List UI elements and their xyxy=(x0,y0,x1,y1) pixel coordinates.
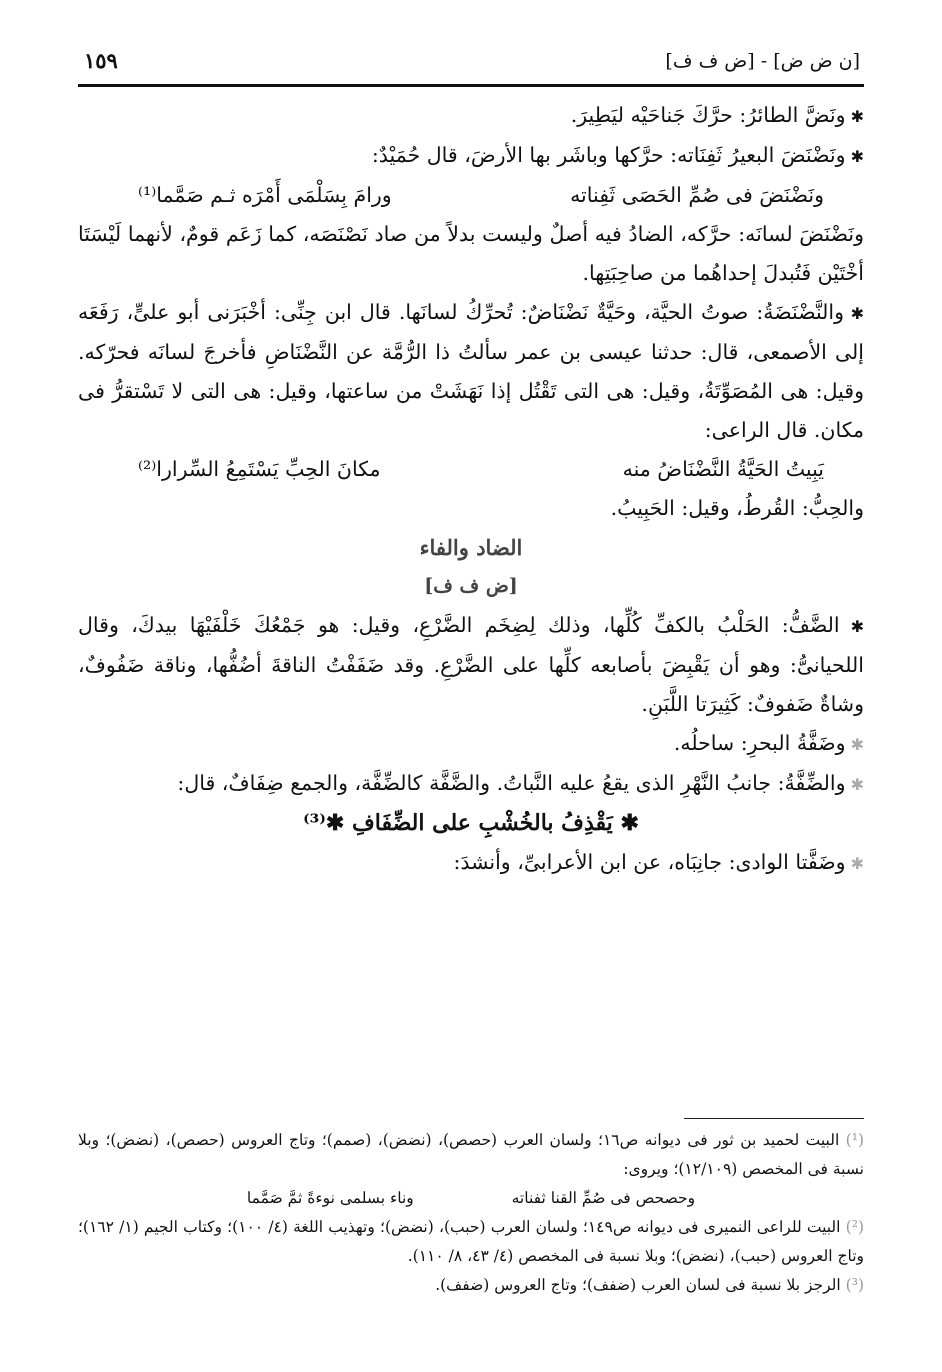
page-header xyxy=(78,44,864,87)
paragraph-1: ✱ ونَضَّ الطائرُ: حرَّكَ جَناحَيْه ليَطِيرَ. xyxy=(78,96,864,136)
verse-2 xyxy=(78,450,864,489)
footnote-1-text: البيت لحميد بن ثور فى ديوانه ص١٦؛ ولسان العرب (حصص)، (نضض)، (صمم)؛ وتاج العروس (حصص)، (نضض)؛ وبلا نسبة فى المخصص (١٢/١٠٩)؛ ويروى: xyxy=(78,1131,864,1178)
footnote-1-verse xyxy=(78,1184,864,1213)
section-subtitle: [ض ف ف] xyxy=(424,575,518,597)
footnote-1-verse-a: وحصحص فى صُمِّ القنا ثفناته xyxy=(511,1189,696,1207)
section-title: الضاد والفاء xyxy=(419,535,523,560)
paragraph-3: ونَضْنَضَ لسانَه: حرَّكه، الضادُ فيه أصلٌ وليست بدلاً من صاد نَصْنَصَه، كما زَعَم قومٌ، لأنهما لَيْسَتَا أخْتَيْن فَتُبدلَ إحداهُما من صاحِبَتِها. xyxy=(78,222,864,285)
footnote-1 xyxy=(78,1126,864,1184)
verse-1 xyxy=(78,176,864,215)
page-number: ١٥٩ xyxy=(84,48,118,73)
footnote-3-text: الرجز بلا نسبة فى لسان العرب (ضفف)؛ وتاج العروس (ضفف). xyxy=(435,1276,841,1294)
verse-2-hemistich-b: مكانَ الحِبِّ يَسْتَمِعُ السِّرارا⁽²⁾ xyxy=(138,457,381,481)
paragraph-7: ✱ وضَفَّةُ البحرِ: ساحلُه. xyxy=(78,724,864,764)
paragraph-2: ✱ ونَضْنَضَ البعيرُ ثَفِنَاته: حرَّكها وباشَر بها الأرضَ، قال حُمَيْدٌ: xyxy=(78,136,864,176)
footnote-3 xyxy=(78,1271,864,1300)
paragraph-5: والحِبُّ: القُرطُ، وقيل: الحَبِيبُ. xyxy=(610,496,864,520)
footnote-3-mark: (³) xyxy=(845,1276,864,1294)
footnote-2 xyxy=(78,1213,864,1271)
paragraph-6: ✱ الضَّفُّ: الحَلْبُ بالكفِّ كُلِّها، وذلك لِضِخَم الضَّرْعِ، وقيل: هو جَمْعُكَ خَلْفَيْهَا بيدكَ، وقال اللحيانىُّ: وهو أن يَقْبِضَ بأصابعه كلِّها على الضَّرْعِ. وقد ضَفَفْتُ الناقةَ أضُفُّها، وناقة ضَفُوفٌ، وشاةٌ ضَفوفٌ: كَثِيرَتا اللَّبَنِ. xyxy=(78,606,864,724)
verse-2-hemistich-a: يَبِيتُ الحَيَّةُ النَّضْنَاضُ منه xyxy=(622,457,824,481)
footnote-rule xyxy=(684,1118,864,1119)
footnotes xyxy=(78,1126,864,1300)
paragraph-8: ✱ والضِّفَّةُ: جانبُ النَّهْرِ الذى يقعُ عليه النَّباتُ. والضَّفَّة كالضِّفَّة، والجمع ضِفَافٌ، قال: xyxy=(78,764,864,804)
footnote-2-text: البيت للراعى النميرى فى ديوانه ص١٤٩؛ ولسان العرب (حبب)، (نضض)؛ وتهذيب اللغة (٤/ ١٠٠)؛ وكتاب الجيم (١/ ١٦٢)؛ وتاج العروس (حبب)، (نضض)؛ وبلا نسبة فى المخصص (٤/ ٤٣، ٨/ ١١٠). xyxy=(78,1218,864,1265)
running-head: [ن ض ض] - [ض ف ف] xyxy=(665,50,860,72)
footnote-2-mark: (²) xyxy=(845,1218,864,1236)
verse-1-hemistich-a: ونَضْنَضَ فى صُمِّ الحَصَى ثَفِناته xyxy=(570,183,824,207)
main-text xyxy=(78,96,864,883)
verse-1-hemistich-b: ورامَ بِسَلْمَى أَمْرَه ثـم صَمَّما⁽¹⁾ xyxy=(138,183,392,207)
footnote-1-verse-b: وناء بسلمى نوءةً ثمَّ صَمَّما xyxy=(246,1189,414,1207)
rajaz-line: ✱ يَقْذِفُ بالخُشْبِ على الضِّفَافِ ✱⁽³⁾ xyxy=(303,810,639,836)
footnote-1-mark: (¹) xyxy=(845,1131,865,1149)
paragraph-4: ✱ والنَّضْنَضَةُ: صوتُ الحيَّة، وحَيَّةٌ نَضْنَاضٌ: تُحرِّكُ لسانَها. قال ابن جِنِّى: أخْبَرَنى أبو علىٍّ، رَفَعَه إلى الأصمعى، قال: حدثنا عيسى بن عمر سألتُ ذا الرُّمَّة عن النَّضْنَاضِ فأخرجَ لسانَه فحرّكه. وقيل: هى المُصَوِّتَةُ، وقيل: هى التى تَقْتُل إذا نَهَشَتْ من ساعتها، وقيل: هى التى لا تَسْتقرُّ فى مكان. قال الراعى: xyxy=(78,293,864,450)
paragraph-9: ✱ وضَفَّتا الوادى: جانِبَاه، عن ابن الأعرابىِّ، وأنشدَ: xyxy=(78,843,864,883)
